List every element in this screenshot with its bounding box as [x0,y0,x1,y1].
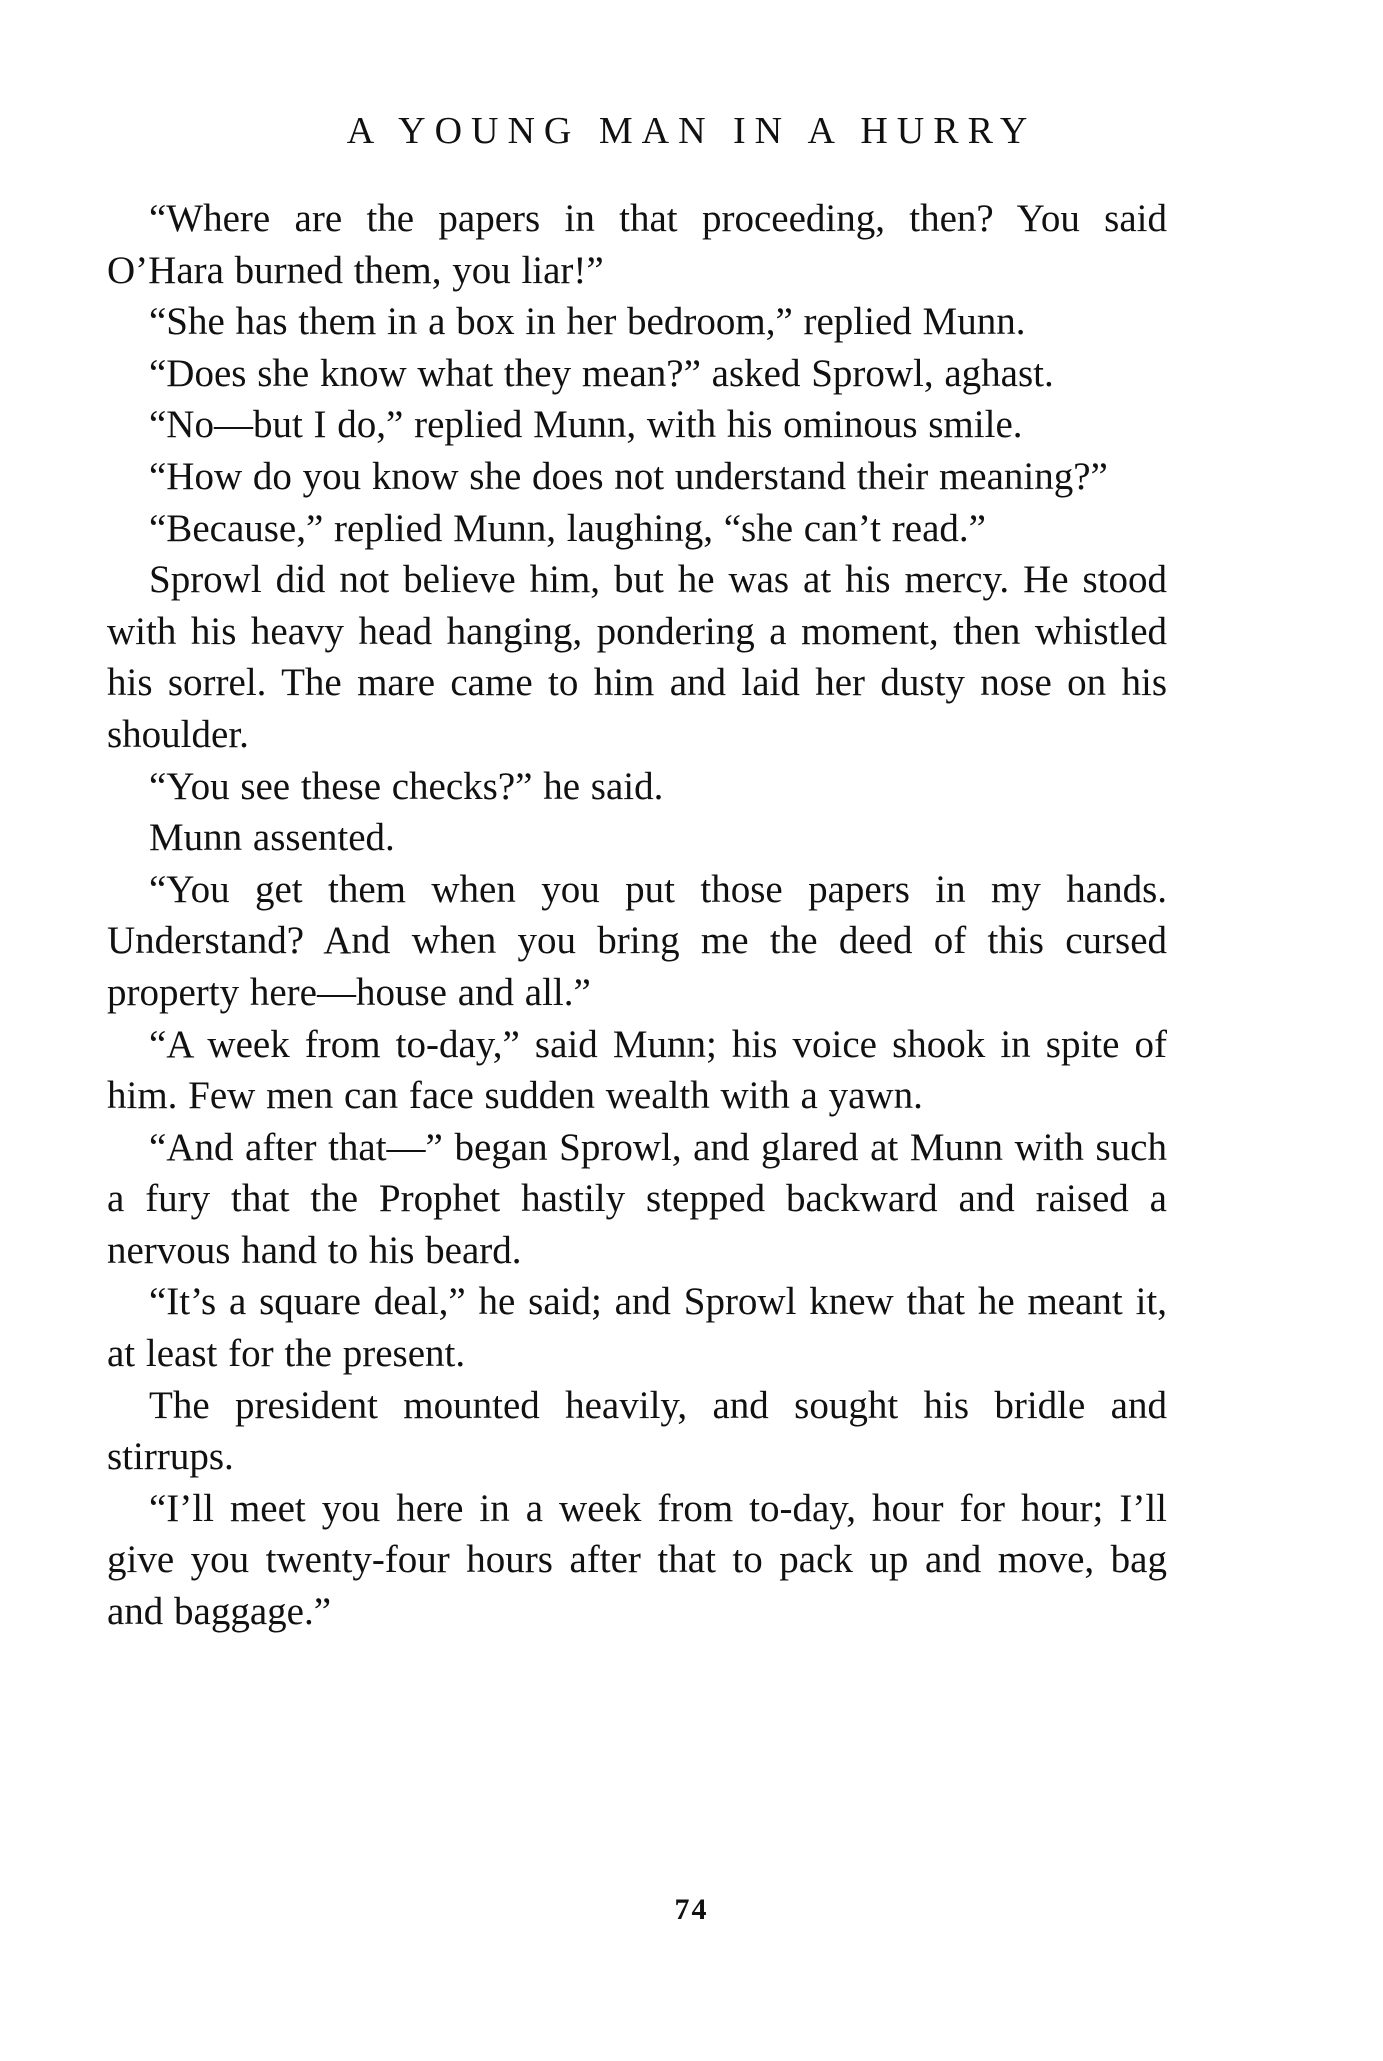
paragraph: “No—but I do,” replied Munn, with his ominous smile. [149,403,1023,447]
running-head: A YOUNG MAN IN A HURRY [346,110,1037,152]
page-number: 74 [674,1893,709,1926]
paragraph: “Does she know what they mean?” asked Sprowl, aghast. [149,351,1054,395]
paragraph: “I’ll meet you here in a week from to-day, hour for hour; I’ll give you twenty-four hours after that to pack up and move, bag and baggage.” [107,1486,1167,1634]
paragraph: Sprowl did not believe him, but he was at his mercy. He stood with his heavy head hanging, pondering a moment, then whistled his sorrel. The mare came to him and laid her dusty nose on his shoulder. [107,558,1167,756]
paragraph: “You get them when you put those papers in my hands. Understand? And when you bring me the deed of this cursed property here—house and all.” [107,867,1167,1014]
paragraph: “She has them in a box in her bedroom,” replied Munn. [149,300,1026,344]
paragraph: “A week from to-day,” said Munn; his voice shook in spite of him. Few men can face sudden wealth with a yawn. [107,1022,1167,1118]
paragraph: “Because,” replied Munn, laughing, “she can’t read.” [149,506,986,550]
body-text [107,193,1167,1638]
paragraph: Munn assented. [149,816,395,860]
paragraph: The president mounted heavily, and sought his bridle and stirrups. [107,1383,1167,1479]
paragraph: “It’s a square deal,” he said; and Sprowl knew that he meant it, at least for the present. [107,1280,1167,1376]
paragraph: “How do you know she does not understand their meaning?” [149,454,1108,498]
paragraph: “And after that—” began Sprowl, and glared at Munn with such a fury that the Prophet hastily stepped backward and raised a nervous hand to his beard. [107,1125,1167,1272]
paragraph: “You see these checks?” he said. [149,764,664,808]
paragraph: “Where are the papers in that proceeding, then? You said O’Hara burned them, you liar!” [107,197,1167,292]
